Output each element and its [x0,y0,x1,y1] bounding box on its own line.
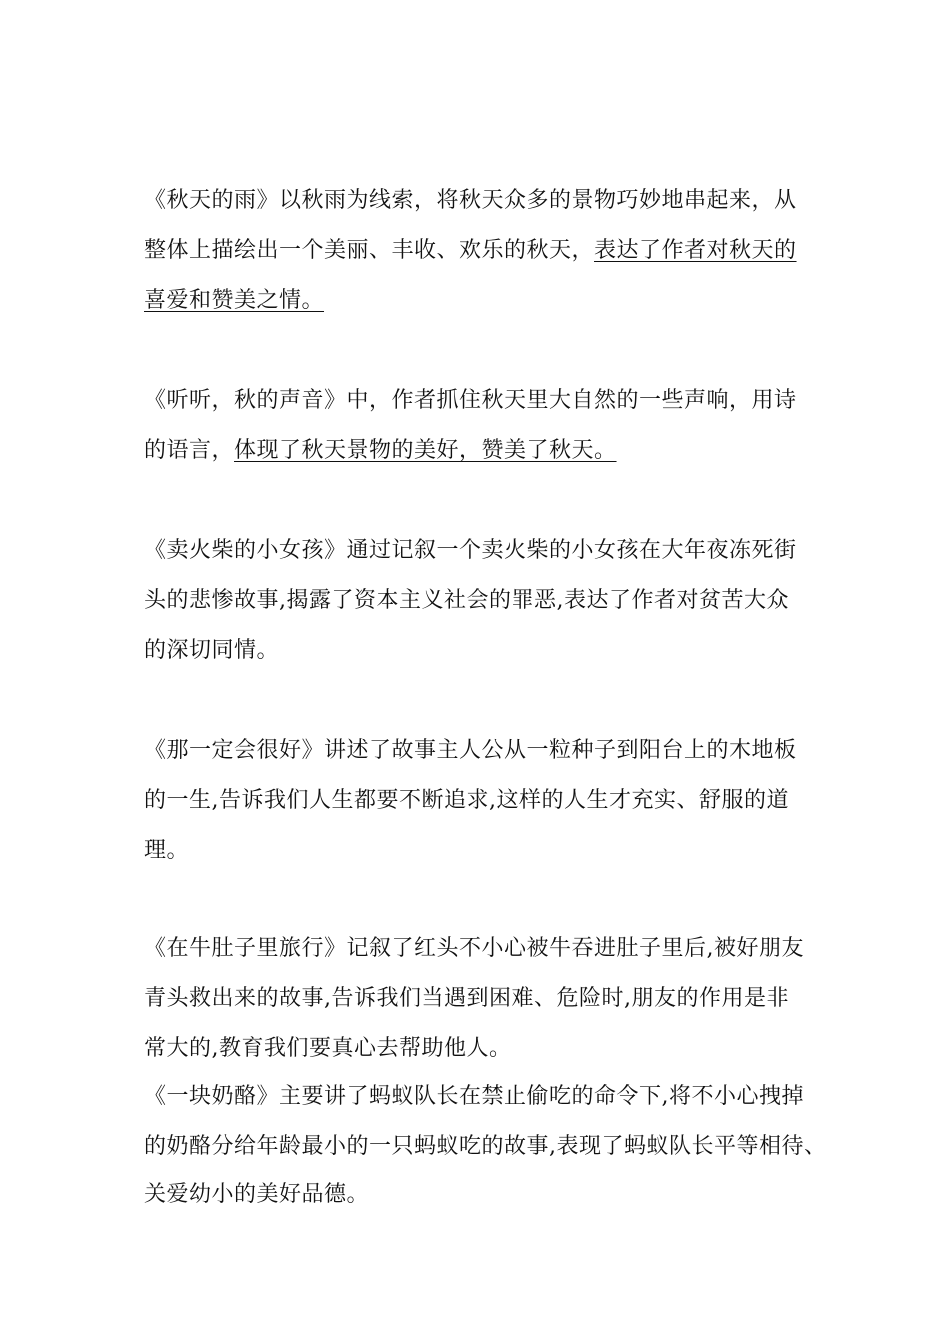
paragraph-line: 的语言，体现了秋天景物的美好，赞美了秋天。 [144,438,617,463]
paragraph-line [144,286,824,316]
underlined-text: 喜爱和赞美之情。 [144,288,325,313]
paragraph-line: 《卖火柴的小女孩》通过记叙一个卖火柴的小女孩在大年夜冻死街 [144,538,797,563]
paragraph-line: 常大的,教育我们要真心去帮助他人。 [144,1036,512,1061]
paragraph-line: 《在牛肚子里旅行》记叙了红头不小心被牛吞进肚子里后,被好朋友 [144,936,804,961]
paragraph-line: 的一生,告诉我们人生都要不断追求,这样的人生才充实、舒服的道 [144,788,789,813]
paragraph-line: 关爱幼小的美好品德。 [144,1182,370,1207]
paragraph-line: 青头救出来的故事,告诉我们当遇到困难、危险时,朋友的作用是非 [144,986,789,1011]
paragraph-line: 《一块奶酪》主要讲了蚂蚁队长在禁止偷吃的命令下,将不小心拽掉 [144,1084,804,1109]
paragraph-line: 头的悲惨故事,揭露了资本主义社会的罪恶,表达了作者对贫苦大众 [144,588,789,613]
paragraph-line: 理。 [144,838,190,863]
paragraph-line: 《秋天的雨》以秋雨为线索，将秋天众多的景物巧妙地串起来，从 [144,188,797,213]
paragraph-line: 的深切同情。 [144,638,280,663]
underlined-text: 体现了秋天景物的美好，赞美了秋天。 [234,438,617,463]
paragraph-line: 的奶酪分给年龄最小的一只蚂蚁吃的故事,表现了蚂蚁队长平等相待、 [144,1134,827,1159]
paragraph-line: 整体上描绘出一个美丽、丰收、欢乐的秋天，表达了作者对秋天的 [144,238,797,263]
paragraph-line: 《听听，秋的声音》中，作者抓住秋天里大自然的一些声响，用诗 [144,388,797,413]
underlined-text: 表达了作者对秋天的 [594,238,797,263]
paragraph-line: 《那一定会很好》讲述了故事主人公从一粒种子到阳台上的木地板 [144,738,797,763]
